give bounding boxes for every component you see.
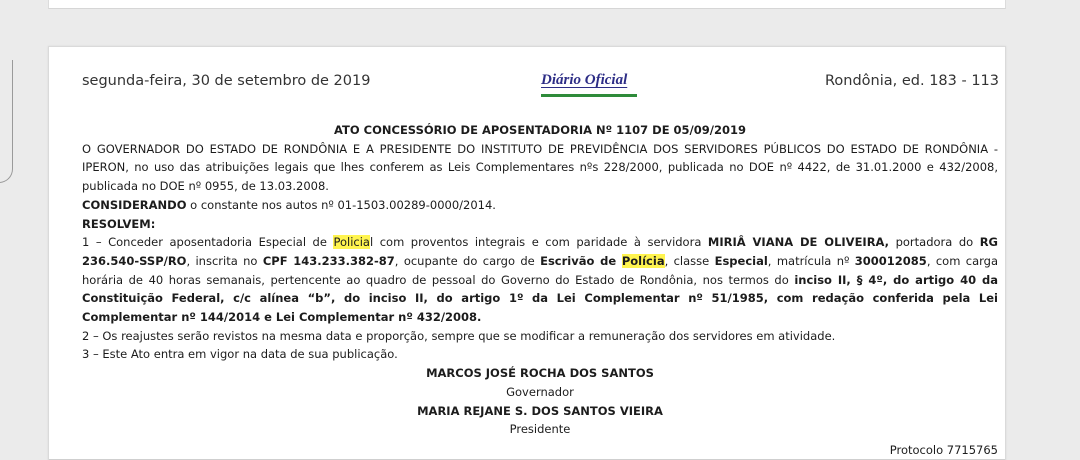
page-header [49,73,1005,97]
item-3-paragraph: 3 – Este Ato entra em vigor na data de sua publicação. [82,347,398,362]
servant-role: Escrivão de [540,253,622,268]
servant-name: MIRIÂ VIANA DE OLIVEIRA, [707,235,890,250]
item1-text: , inscrita no [186,253,263,268]
item1-text: portadora do [889,235,980,250]
servant-rg: RG 236.540-SSP/RO [82,235,998,268]
servant-registration: 300012085 [854,253,927,268]
item1-text: , com carga horária de 40 horas semanais, pertencente ao quadro de pessoal do Governo do Estado de Rondônia, nos termos do [82,253,998,287]
act-title: ATO CONCESSÓRIO DE APOSENTADORIA Nº 1107 DE 05/09/2019 [334,123,746,137]
header-date: segunda-feira, 30 de setembro de 2019 [82,73,371,89]
act-preamble: O GOVERNADOR DO ESTADO DE RONDÔNIA E A PRESIDENTE DO INSTITUTO DE PREVIDÊNCIA DOS SERVIDORES PÚBLICOS DO ESTADO DE RONDÔNIA - IPERON, no uso das atribuições legais que lhes conferem as Leis Complementares nºs 228/2000, publicada no DOE nº 4422, de 31.01.2000 e 432/2008, publicada no DOE nº 0955, de 13.03.2008. [82,141,998,194]
legal-basis: inciso II, § 4º, do artigo 40 da Constituição Federal, c/c alínea “b”, do inciso II, do artigo 1º da Lei Complementar nº 51/1985, com redação conferida pela Lei Complementar nº 144/2014 e Lei Complementar nº 432/2008. [82,272,998,325]
item-2-paragraph: 2 – Os reajustes serão revistos na mesma data e proporção, sempre que se modificar a remuneração dos servidores em atividade. [82,328,836,343]
search-highlight: Polícia [621,253,665,268]
item1-text: 1 – Conceder aposentadoria Especial de [82,235,334,250]
item1-text: , classe [664,253,715,268]
protocol-number: Protocolo 7715765 [889,442,998,457]
document-page [48,46,1006,460]
journal-title-underline [541,94,637,97]
side-panel-edge [0,60,13,183]
signatory-1-name: MARCOS JOSÉ ROCHA DOS SANTOS [426,366,654,381]
item1-text: , matrícula nº [767,253,855,268]
header-edition: Rondônia, ed. 183 - 113 [824,73,999,89]
considerando-text: o constante nos autos nº 01-1503.00289-0000/2014. [186,197,496,212]
item1-text: l com proventos integrais e com paridade à servidora [369,235,708,250]
considerando-paragraph [82,196,998,215]
signatory-2-name: MARIA REJANE S. DOS SANTOS VIEIRA [417,403,663,418]
signatory-1-role: Governador [506,384,574,399]
considerando-label: CONSIDERANDO [82,197,187,212]
servant-class: Especial [714,253,768,268]
item-1-paragraph [82,233,998,327]
servant-cpf: CPF 143.233.382-87 [262,253,395,268]
item1-text: , ocupante do cargo de [394,253,541,268]
search-highlight: Policia [333,235,370,250]
previous-page-edge [48,0,1006,9]
resolvem-label: RESOLVEM: [82,216,156,231]
act-body [82,121,998,460]
signatory-2-role: Presidente [509,422,571,437]
journal-title: Diário Oficial [541,72,628,88]
